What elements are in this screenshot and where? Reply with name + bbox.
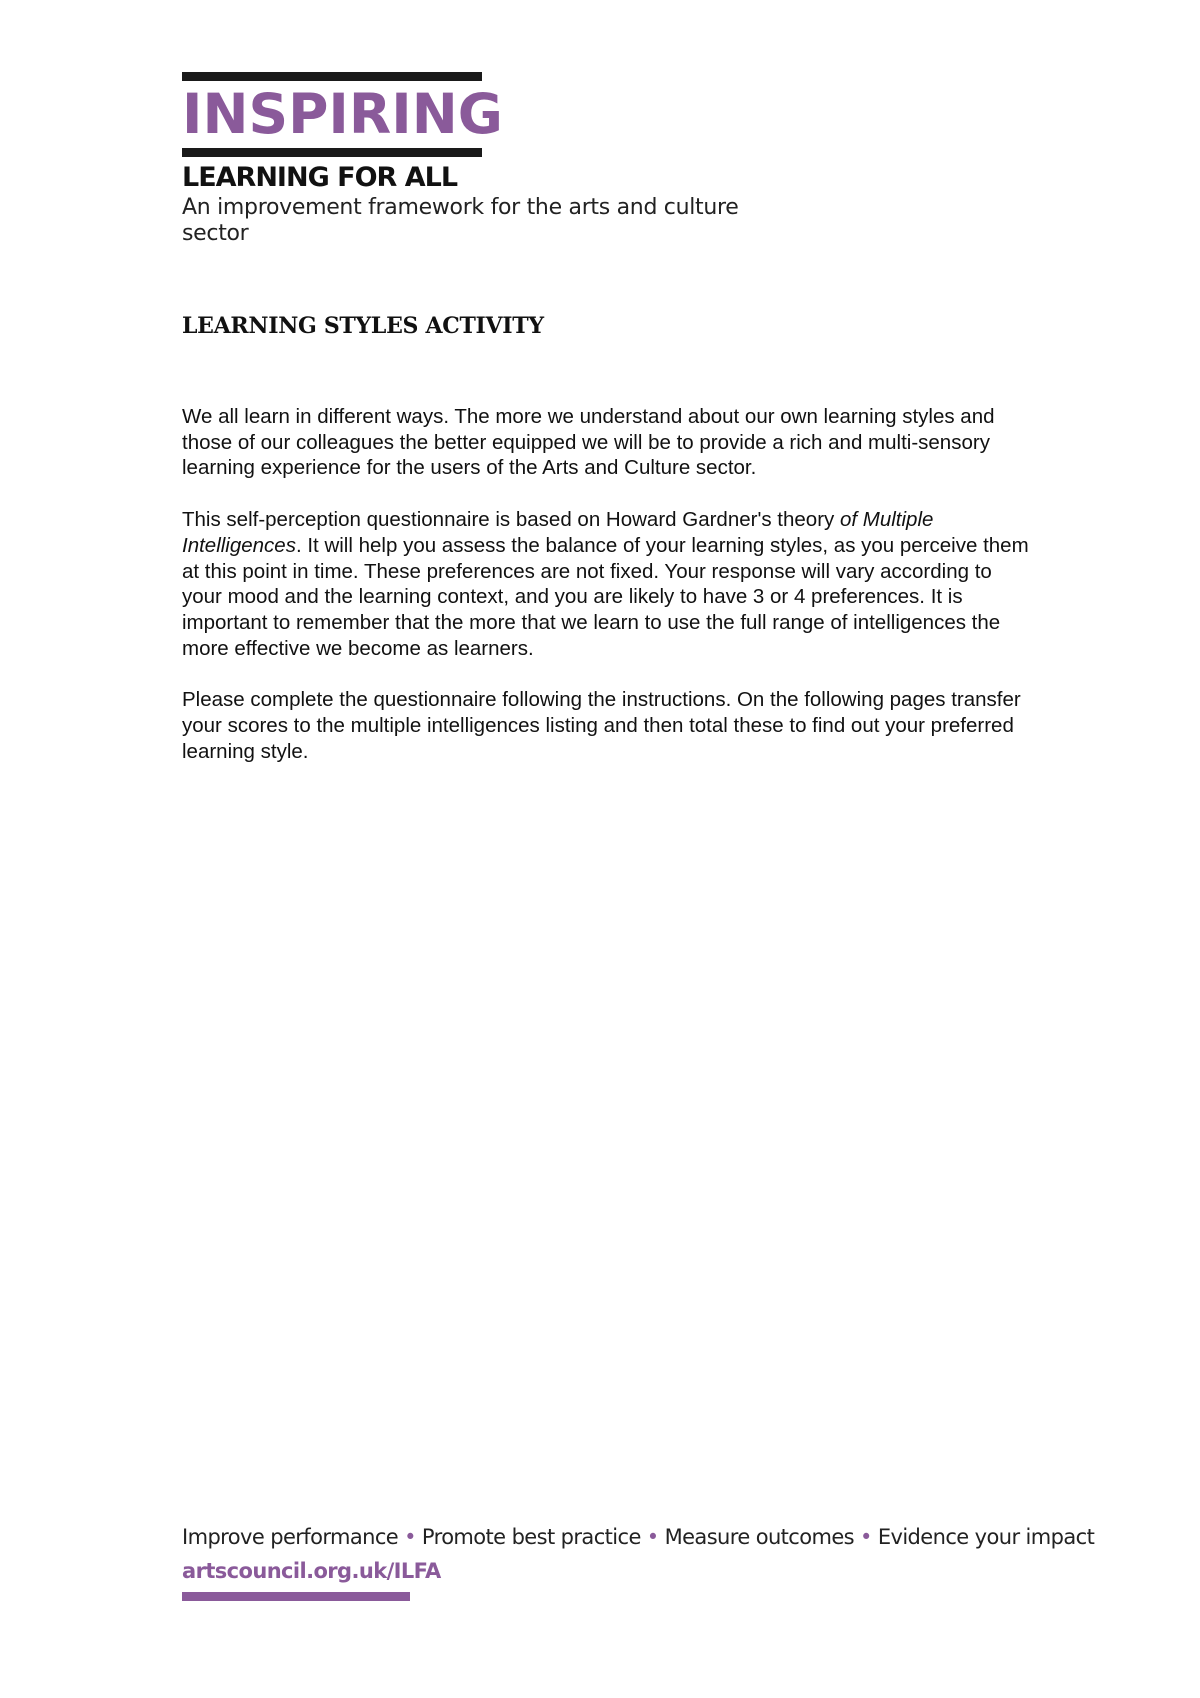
footer-item: Improve performance bbox=[182, 1525, 399, 1549]
footer-item: Promote best practice bbox=[421, 1525, 641, 1549]
logo-top-rule bbox=[182, 72, 482, 81]
document-title: LEARNING STYLES ACTIVITY bbox=[182, 313, 544, 339]
paragraph-text: . It will help you assess the balance of your learning styles, as you perceive them at this point in time. These preferences are not fixed. Your response will vary according to your mood and the learning context, and you are likely to have 3 or 4 preferences. It is important to remember that the more that we learn to use the full range of intelligences the more effective we become as learners. bbox=[182, 533, 1029, 660]
page-footer bbox=[182, 1524, 1102, 1601]
ilfa-logo bbox=[182, 72, 802, 247]
bullet-icon: • bbox=[646, 1525, 659, 1549]
footer-item: Evidence your impact bbox=[877, 1525, 1095, 1549]
bullet-icon: • bbox=[404, 1525, 416, 1549]
logo-learning-for-all-text: LEARNING FOR ALL bbox=[182, 162, 458, 193]
footer-accent-bar bbox=[182, 1592, 410, 1601]
instructions-paragraph: Please complete the questionnaire following the instructions. On the following pages transfer your scores to the multiple intelligences listing and then total these to find out your preferred learning style. bbox=[182, 688, 1021, 763]
document-body bbox=[182, 404, 1032, 790]
footer-url-link[interactable]: artscouncil.org.uk/ILFA bbox=[182, 1559, 441, 1583]
intro-paragraph: We all learn in different ways. The more we understand about our own learning styles and those of our colleagues the better equipped we will be to provide a rich and multi-sensory learning experience for the users of the Arts and Culture sector. bbox=[182, 405, 995, 480]
questionnaire-description-paragraph bbox=[182, 507, 1032, 661]
footer-item: Measure outcomes bbox=[664, 1525, 855, 1549]
bullet-icon: • bbox=[860, 1525, 872, 1549]
paragraph-text: This self-perception questionnaire is based on Howard Gardner's theory bbox=[182, 508, 840, 532]
footer-tagline bbox=[182, 1524, 1102, 1550]
logo-middle-rule bbox=[182, 148, 482, 157]
theory-name-italic: of Multiple Intelligences bbox=[182, 508, 934, 557]
logo-tagline: An improvement framework for the arts and culture sector bbox=[182, 195, 739, 246]
logo-inspiring-text: INSPIRING bbox=[182, 82, 503, 146]
